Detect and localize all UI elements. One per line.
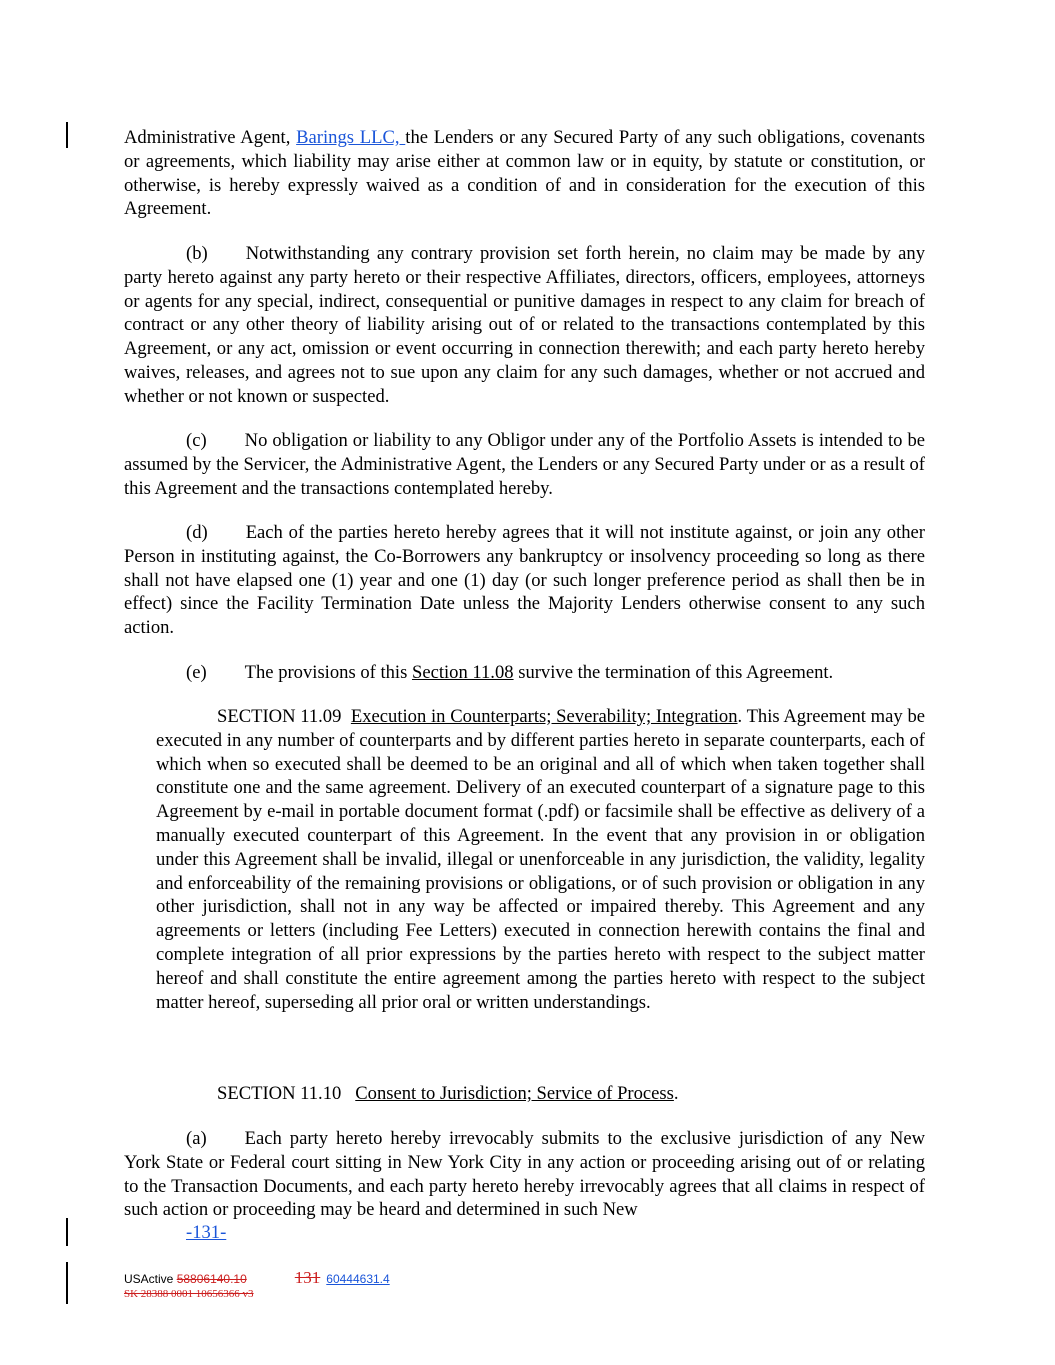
- inserted-doc-id: 60444631.4: [326, 1272, 390, 1286]
- subsection-text: No obligation or liability to any Obligor under any of the Portfolio Assets is intended to be assumed by the Servicer, the Administrative Agent, the Lenders or any Secured Party under or as a result of this Agreement and the transactions contemplated hereby.: [124, 430, 925, 499]
- subsection-text: Notwithstanding any contrary provision set forth herein, no claim may be made by any party hereto against any party hereto or their respective Affiliates, directors, officers, employees, attorneys or agents for any special, indirect, consequential or punitive damages in respect to any claim for breach of contract or any other theory of liability arising out of or related to the transactions contemplated by this Agreement, or any act, omission or event occurring in connection therewith; and each party hereto hereby waives, releases, and agrees not to sue upon any claim for any such damages, whether or not accrued and whether or not known or suspected.: [124, 243, 925, 407]
- subsection-a: [124, 1127, 925, 1222]
- change-bar: [66, 1218, 68, 1246]
- paragraph-text: Administrative Agent,: [124, 127, 297, 148]
- doc-id-line: [124, 1268, 390, 1288]
- subsection-label: (d): [186, 522, 208, 543]
- subsection-text: Each party hereto hereby irrevocably submits to the exclusive jurisdiction of any New York State or Federal court sitting in New York City in any action or proceeding arising out of or relating to the Transaction Documents, and each party hereto hereby irrevocably agrees that all claims in respect of such action or proceeding may be heard and determined in such New: [124, 1128, 925, 1221]
- change-bar: [66, 1262, 68, 1304]
- section-heading-end: .: [673, 1083, 679, 1104]
- section-reference: Section 11.08: [411, 662, 514, 683]
- section-11-10-heading: [156, 1082, 925, 1106]
- section-title: Execution in Counterparts; Severability; Integration: [350, 706, 738, 727]
- paragraph-continuation: [124, 126, 925, 221]
- paragraph-text: the Lenders or any Secured Party of any such obligations, covenants or agreements, which liability may arise either at common law or in equity, by statute or constitution, or otherwise, is hereby expressly waived as a condition of and in consideration for the execution of this Agreement.: [124, 127, 926, 220]
- section-number: SECTION 11.09: [217, 706, 342, 727]
- sk-id-line: [124, 1288, 254, 1300]
- section-title: Consent to Jurisdiction; Service of Process: [355, 1083, 674, 1104]
- subsection-c: [124, 429, 925, 500]
- section-text: . This Agreement may be executed in any number of counterparts and by different parties hereto in separate counterparts, each of which when so executed shall be deemed to be an original and all of which when taken together shall constitute one and the same agreement. Delivery of an executed counterpart of a signature page to this Agreement by e-mail in portable document format (.pdf) or facsimile shall be effective as delivery of a manually executed counterpart of this Agreement. In the event that any provision in or obligation under this Agreement shall be invalid, illegal or unenforceable in any jurisdiction, the validity, legality and enforceability of the remaining provisions or obligations, or of such provision or obligation in any other jurisdiction, shall not in any way be affected or impaired thereby. This Agreement and any agreements or letters (including Fee Letters) executed in connection herewith contains the final and complete integration of all prior expressions by the parties hereto with respect to the subject matter hereof and shall constitute the entire agreement among the parties hereto with respect to the subject matter hereof, superseding all prior oral or written understandings.: [156, 706, 925, 1013]
- section-number: SECTION 11.10: [217, 1083, 342, 1104]
- deleted-doc-id: 58806140.10: [176, 1272, 247, 1286]
- subsection-label: (c): [186, 430, 207, 451]
- usactive-label: USActive: [124, 1272, 174, 1286]
- section-11-09: [156, 705, 925, 1014]
- deleted-page-number: 131: [294, 1268, 321, 1287]
- subsection-label: (b): [186, 243, 208, 264]
- subsection-b: [124, 242, 925, 409]
- subsection-text: survive the termination of this Agreement.: [513, 662, 834, 683]
- change-bar: [66, 122, 68, 148]
- subsection-label: (a): [186, 1128, 207, 1149]
- deleted-sk-id: SK 28388 0001 10656366 v3: [124, 1288, 254, 1300]
- subsection-text: The provisions of this: [244, 662, 412, 683]
- inserted-text-barings: Barings LLC,: [296, 127, 406, 148]
- subsection-e: [124, 661, 925, 685]
- subsection-text: Each of the parties hereto hereby agrees that it will not institute against, or join any other Person in instituting against, the Co-Borrowers any bankruptcy or insolvency proceeding so long as there shall not have elapsed one (1) year and one (1) day (or such longer preference period as shall then be in effect) since the Facility Termination Date unless the Majority Lenders otherwise consent to any such action.: [124, 522, 925, 639]
- subsection-label: (e): [186, 662, 207, 683]
- subsection-d: [124, 521, 925, 640]
- page-number-text: -131-: [186, 1222, 227, 1243]
- page-number: [124, 1222, 226, 1244]
